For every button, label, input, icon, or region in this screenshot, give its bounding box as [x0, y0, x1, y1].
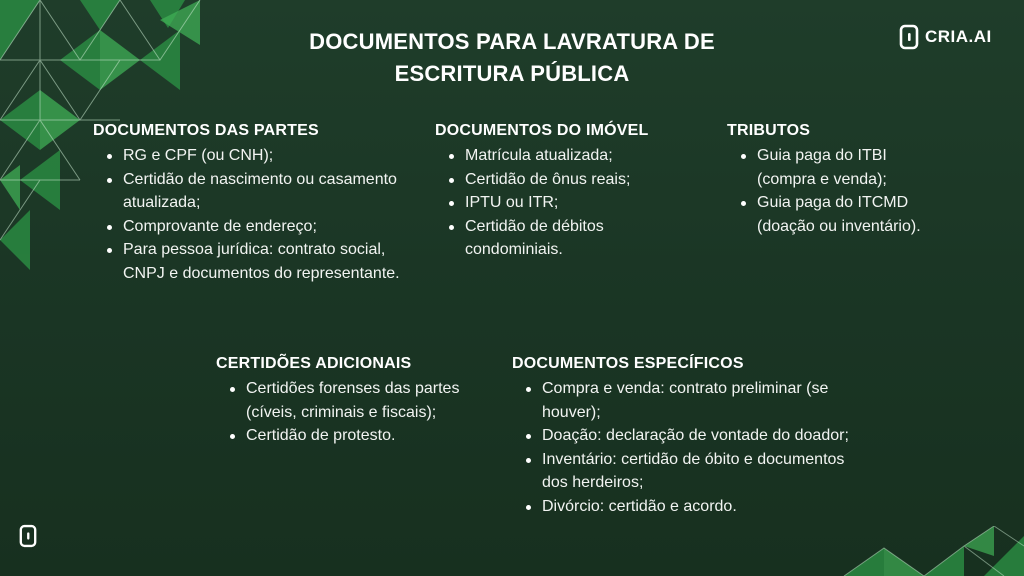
- title-line-1: DOCUMENTOS PARA LAVRATURA DE: [309, 29, 715, 54]
- bullet-list: [512, 377, 872, 518]
- list-item: Para pessoa jurídica: contrato social, CNPJ e documentos do representante.: [93, 238, 403, 285]
- list-item: Certidão de protesto.: [216, 424, 486, 448]
- section-heading: CERTIDÕES ADICIONAIS: [216, 355, 412, 372]
- bullet-list: [93, 144, 403, 285]
- brand-logo: [899, 22, 992, 52]
- list-item: IPTU ou ITR;: [435, 191, 695, 215]
- brand-name: CRIA.AI: [925, 27, 992, 46]
- section-certidoes-adicionais: [216, 353, 486, 448]
- section-tributos: [727, 120, 947, 238]
- bullet-list: [216, 377, 486, 448]
- section-documentos-imovel: [435, 120, 695, 262]
- list-item: Guia paga do ITCMD (doação ou inventário).: [727, 191, 947, 238]
- list-item: Certidão de ônus reais;: [435, 168, 695, 192]
- section-heading: DOCUMENTOS DO IMÓVEL: [435, 122, 649, 139]
- bullet-list: [435, 144, 695, 262]
- list-item: Matrícula atualizada;: [435, 144, 695, 168]
- list-item: Comprovante de endereço;: [93, 215, 403, 239]
- list-item: Inventário: certidão de óbito e documentos dos herdeiros;: [512, 448, 872, 495]
- list-item: Compra e venda: contrato preliminar (se houver);: [512, 377, 872, 424]
- list-item: RG e CPF (ou CNH);: [93, 144, 403, 168]
- list-item: Certidão de nascimento ou casamento atualizada;: [93, 168, 403, 215]
- section-heading: DOCUMENTOS DAS PARTES: [93, 122, 319, 139]
- section-heading: TRIBUTOS: [727, 122, 811, 139]
- bullet-list: [727, 144, 947, 238]
- list-item: Guia paga do ITBI (compra e venda);: [727, 144, 947, 191]
- section-heading: DOCUMENTOS ESPECÍFICOS: [512, 355, 744, 372]
- list-item: Certidões forenses das partes (cíveis, criminais e fiscais);: [216, 377, 486, 424]
- page-title: [212, 26, 812, 90]
- cria-logo-small-icon: [19, 524, 37, 548]
- list-item: Doação: declaração de vontade do doador;: [512, 424, 872, 448]
- title-line-2: ESCRITURA PÚBLICA: [394, 61, 630, 86]
- section-documentos-partes: [93, 120, 403, 285]
- cria-logo-icon: [899, 24, 919, 50]
- triangle-pattern-bottom-right: [824, 526, 1024, 576]
- list-item: Divórcio: certidão e acordo.: [512, 495, 872, 519]
- list-item: Certidão de débitos condominiais.: [435, 215, 695, 262]
- section-documentos-especificos: [512, 353, 872, 518]
